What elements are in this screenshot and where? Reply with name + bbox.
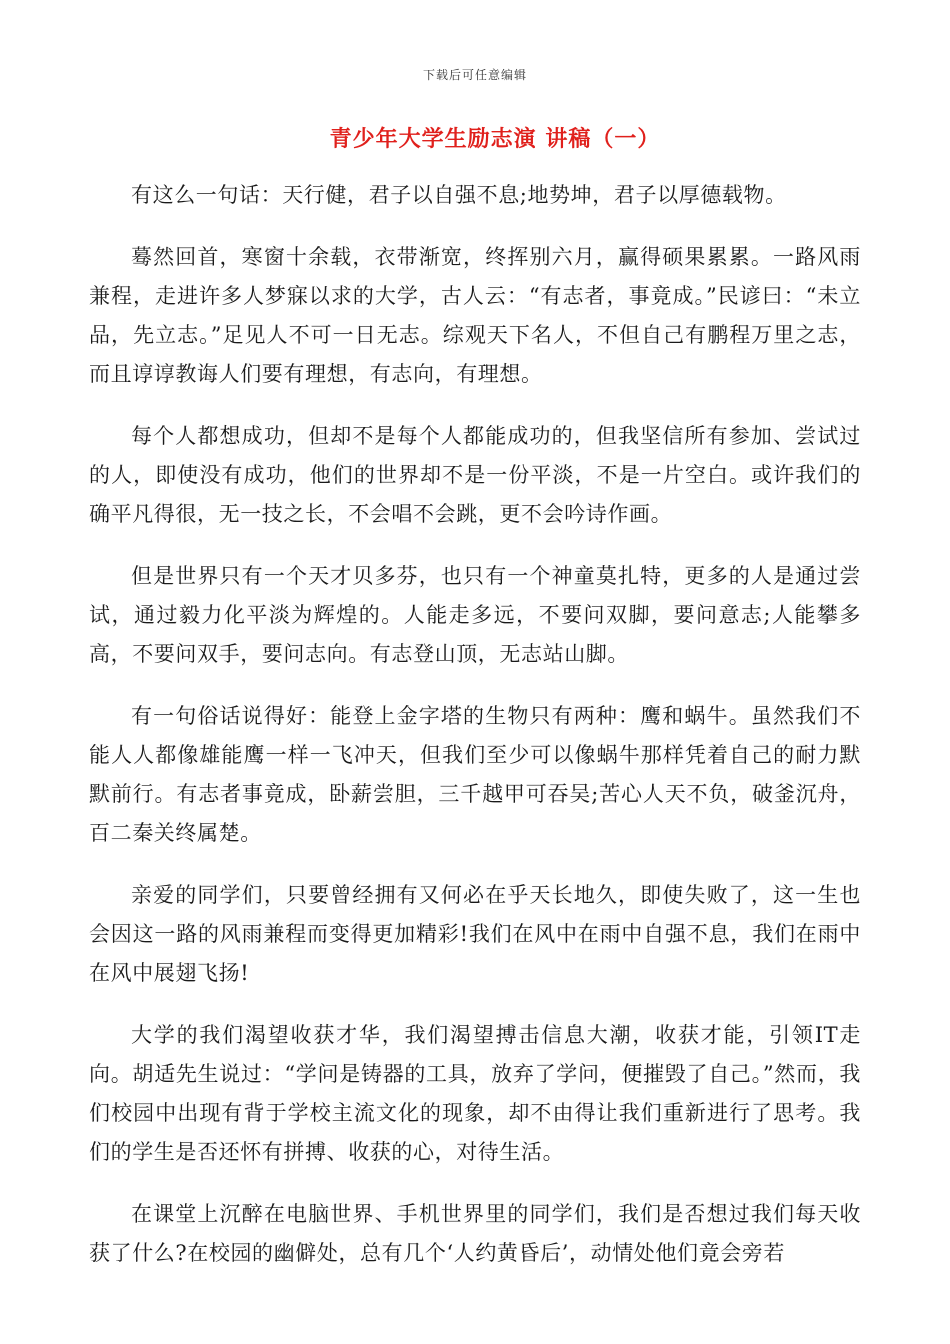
paragraph-1: 有这么一句话：天行健，君子以自强不息;地势坤，君子以厚德载物。 bbox=[131, 183, 787, 207]
paragraph-7: 大学的我们渴望收获才华，我们渴望搏击信息大潮，收获才能，引领IT走向。胡适先生说过：“学问是铸器的工具，放弃了学问，便摧毁了自己。”然而，我们校园中出现有背于学校主流文化的现象，却不由得让我们重新进行了思考。我们的学生是否还怀有拼搏、收获的心，对待生活。 bbox=[89, 1023, 861, 1164]
paragraph-3: 每个人都想成功，但却不是每个人都能成功的，但我坚信所有参加、尝试过的人，即使没有成功，他们的世界却不是一份平淡，不是一片空白。或许我们的确平凡得很，无一技之长，不会唱不会跳，更不会吟诗作画。 bbox=[89, 424, 861, 526]
paragraph-2: 蓦然回首，寒窗十余载，衣带渐宽，终挥别六月，赢得硕果累累。一路风雨兼程，走进许多人梦寐以求的大学，古人云：“有志者，事竟成。”民谚曰：“未立品，先立志。”足见人不可一日无志。综观天下名人，不但自己有鹏程万里之志，而且谆谆教诲人们要有理想，有志向，有理想。 bbox=[89, 245, 861, 386]
paragraph-8: 在课堂上沉醉在电脑世界、手机世界里的同学们，我们是否想过我们每天收获了什么?在校园的幽僻处，总有几个‘人约黄昏后’，动情处他们竟会旁若 bbox=[89, 1202, 861, 1265]
paragraph-4: 但是世界只有一个天才贝多芬，也只有一个神童莫扎特，更多的人是通过尝试，通过毅力化平淡为辉煌的。人能走多远，不要问双脚，要问意志;人能攀多高，不要问双手，要问志向。有志登山顶，无志站山脚。 bbox=[89, 564, 861, 666]
header-note: 下载后可任意编辑 bbox=[422, 68, 527, 82]
document-body bbox=[89, 176, 861, 1296]
paragraph-6: 亲爱的同学们，只要曾经拥有又何必在乎天长地久，即使失败了，这一生也会因这一路的风雨兼程而变得更加精彩!我们在风中在雨中自强不息，我们在雨中在风中展翅飞扬! bbox=[89, 883, 861, 985]
page-title: 青少年大学生励志演 讲稿（一） bbox=[329, 126, 661, 152]
paragraph-5: 有一句俗话说得好：能登上金字塔的生物只有两种：鹰和蜗牛。虽然我们不能人人都像雄能鹰一样一飞冲天，但我们至少可以像蜗牛那样凭着自己的耐力默默前行。有志者事竟成，卧薪尝胆，三千越甲可吞吴;苦心人天不负，破釜沉舟，百二秦关终属楚。 bbox=[89, 704, 861, 845]
